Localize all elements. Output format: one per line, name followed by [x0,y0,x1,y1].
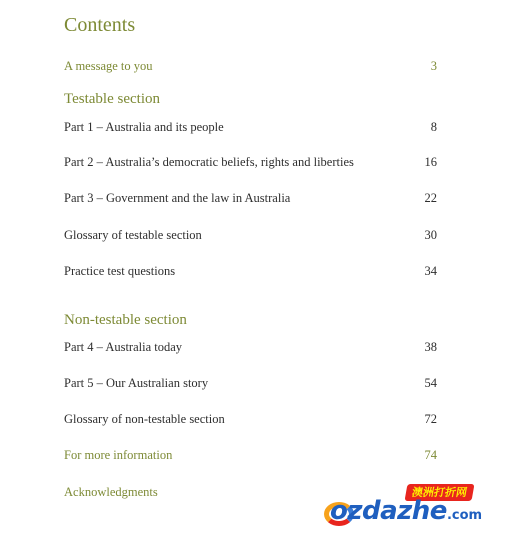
toc-entry-part-3[interactable] [64,189,437,207]
toc-entry-label: Acknowledgments [64,484,158,499]
page-title: Contents [64,14,136,36]
toc-entry-intro[interactable] [64,57,437,75]
toc-entry-label: Practice test questions [64,263,176,278]
toc-entry-page: 34 [424,263,437,278]
toc-entry-glossary-nontestable[interactable] [64,410,437,428]
toc-entry-page: 16 [424,154,437,169]
toc-entry-label: Part 3 – Government and the law in Australia [64,190,291,205]
toc-entry-label: Part 2 – Australia’s democratic beliefs, rights and liberties [64,154,354,169]
toc-entry-part-5[interactable] [64,374,437,392]
toc-entry-label: Part 5 – Our Australian story [64,375,209,390]
watermark-brand [330,496,482,526]
toc-entry-glossary-testable[interactable] [64,226,437,244]
toc-entry-practice-test[interactable] [64,262,437,280]
toc-entry-page: 72 [424,411,437,426]
section-heading-nontestable: Non-testable section [64,312,187,328]
toc-entry-part-4[interactable] [64,338,437,356]
toc-entry-page: 3 [430,58,437,73]
toc-entry-page: 22 [424,190,437,205]
watermark-brand-suffix: .com [446,508,483,523]
toc-entry-page: 38 [424,339,437,354]
watermark-badge: 澳洲打折网 [405,484,475,501]
watermark-logo [318,484,490,536]
toc-entry-more-info[interactable] [64,446,437,464]
toc-entry-page: 74 [424,447,437,462]
watermark-brand-name: ozdazhe [330,496,447,526]
toc-entry-label: Part 4 – Australia today [64,339,183,354]
toc-entry-part-2[interactable] [64,153,437,171]
toc-entry-page: 30 [424,227,437,242]
toc-entry-page: 54 [424,375,437,390]
toc-entry-part-1[interactable] [64,118,437,136]
toc-entry-label: Glossary of testable section [64,227,202,242]
toc-entry-page: 8 [430,119,437,134]
section-heading-testable: Testable section [64,91,160,107]
toc-entry-label: A message to you [64,58,153,73]
toc-entry-label: Part 1 – Australia and its people [64,119,224,134]
toc-entry-label: For more information [64,447,173,462]
toc-entry-label: Glossary of non-testable section [64,411,225,426]
